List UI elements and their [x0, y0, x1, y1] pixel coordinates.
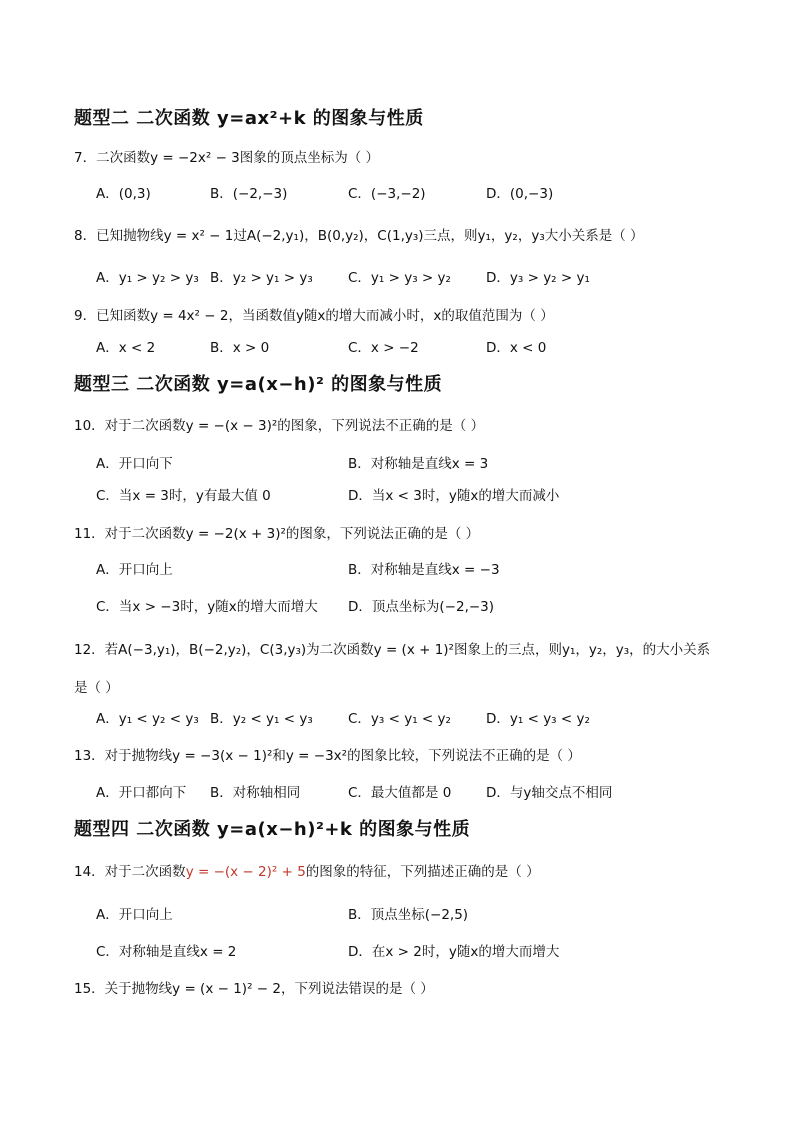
question-10-stem: 10．对于二次函数y = −(x − 3)²的图象，下列说法不正确的是（ ） — [74, 418, 485, 434]
q7-option-a: A．(0,3) — [96, 186, 151, 202]
q12-option-a: A．y₁ < y₂ < y₃ — [96, 711, 199, 727]
q7-option-d: D．(0,−3) — [486, 186, 554, 202]
question-14-stem — [74, 860, 540, 880]
section-title-4: 题型四 二次函数 y=a(x−h)²+k 的图象与性质 — [74, 819, 471, 840]
question-15-stem: 15．关于抛物线y = (x − 1)² − 2，下列说法错误的是（ ） — [74, 981, 434, 997]
q13-option-d: D．与y轴交点不相同 — [486, 785, 613, 801]
q13-option-a: A．开口都向下 — [96, 785, 187, 801]
q12-option-c: C．y₃ < y₁ < y₂ — [348, 711, 451, 727]
q9-option-c: C．x > −2 — [348, 340, 419, 356]
q10-option-a: A．开口向下 — [96, 456, 173, 472]
q10-option-b: B．对称轴是直线x = 3 — [348, 456, 489, 472]
question-7-stem: 7．二次函数y = −2x² − 3图象的顶点坐标为（ ） — [74, 150, 380, 166]
q14-option-b: B．顶点坐标(−2,5) — [348, 907, 469, 923]
question-12-stem-continued: 是（ ） — [74, 680, 119, 696]
section-title-3: 题型三 二次函数 y=a(x−h)² 的图象与性质 — [74, 374, 443, 395]
q9-option-a: A．x < 2 — [96, 340, 156, 356]
q9-option-b: B．x > 0 — [210, 340, 270, 356]
question-8-stem: 8．已知抛物线y = x² − 1过A(−2,y₁)，B(0,y₂)，C(1,y₃)三点，则y₁，y₂，y₃大小关系是（ ） — [74, 228, 644, 244]
q12-option-d: D．y₁ < y₃ < y₂ — [486, 711, 590, 727]
q14-stem-prefix: 14．对于二次函数 — [74, 864, 186, 880]
q14-function-expression: y = −(x − 2)² + 5 — [185, 864, 306, 880]
q10-option-d: D．当x < 3时，y随x的增大而减小 — [348, 488, 560, 504]
q8-option-b: B．y₂ > y₁ > y₃ — [210, 270, 313, 286]
q7-option-c: C．(−3,−2) — [348, 186, 426, 202]
question-11-stem: 11．对于二次函数y = −2(x + 3)²的图象，下列说法正确的是（ ） — [74, 526, 480, 542]
q13-option-c: C．最大值都是 0 — [348, 785, 452, 801]
q11-option-d: D．顶点坐标为(−2,−3) — [348, 599, 495, 615]
q13-option-b: B．对称轴相同 — [210, 785, 301, 801]
q14-option-d: D．在x > 2时，y随x的增大而增大 — [348, 944, 560, 960]
question-9-stem: 9．已知函数y = 4x² − 2，当函数值y随x的增大而减小时，x的取值范围为（ ） — [74, 308, 554, 324]
q7-option-b: B．(−2,−3) — [210, 186, 288, 202]
q9-option-d: D．x < 0 — [486, 340, 547, 356]
q14-option-a: A．开口向上 — [96, 907, 173, 923]
q11-option-b: B．对称轴是直线x = −3 — [348, 562, 500, 578]
q12-option-b: B．y₂ < y₁ < y₃ — [210, 711, 313, 727]
section-title-2: 题型二 二次函数 y=ax²+k 的图象与性质 — [74, 108, 424, 129]
question-13-stem: 13．对于抛物线y = −3(x − 1)²和y = −3x²的图象比较，下列说法不正确的是（ ） — [74, 748, 581, 764]
q8-option-d: D．y₃ > y₂ > y₁ — [486, 270, 590, 286]
q8-option-a: A．y₁ > y₂ > y₃ — [96, 270, 199, 286]
q14-option-c: C．对称轴是直线x = 2 — [96, 944, 237, 960]
q14-stem-suffix: 的图象的特征，下列描述正确的是（ ） — [305, 864, 540, 880]
q11-option-a: A．开口向上 — [96, 562, 173, 578]
q10-option-c: C．当x = 3时，y有最大值 0 — [96, 488, 271, 504]
q11-option-c: C．当x > −3时，y随x的增大而增大 — [96, 599, 318, 615]
q8-option-c: C．y₁ > y₃ > y₂ — [348, 270, 451, 286]
question-12-stem: 12．若A(−3,y₁)，B(−2,y₂)，C(3,y₃)为二次函数y = (x + 1)²图象上的三点，则y₁，y₂，y₃，的大小关系 — [74, 642, 711, 658]
